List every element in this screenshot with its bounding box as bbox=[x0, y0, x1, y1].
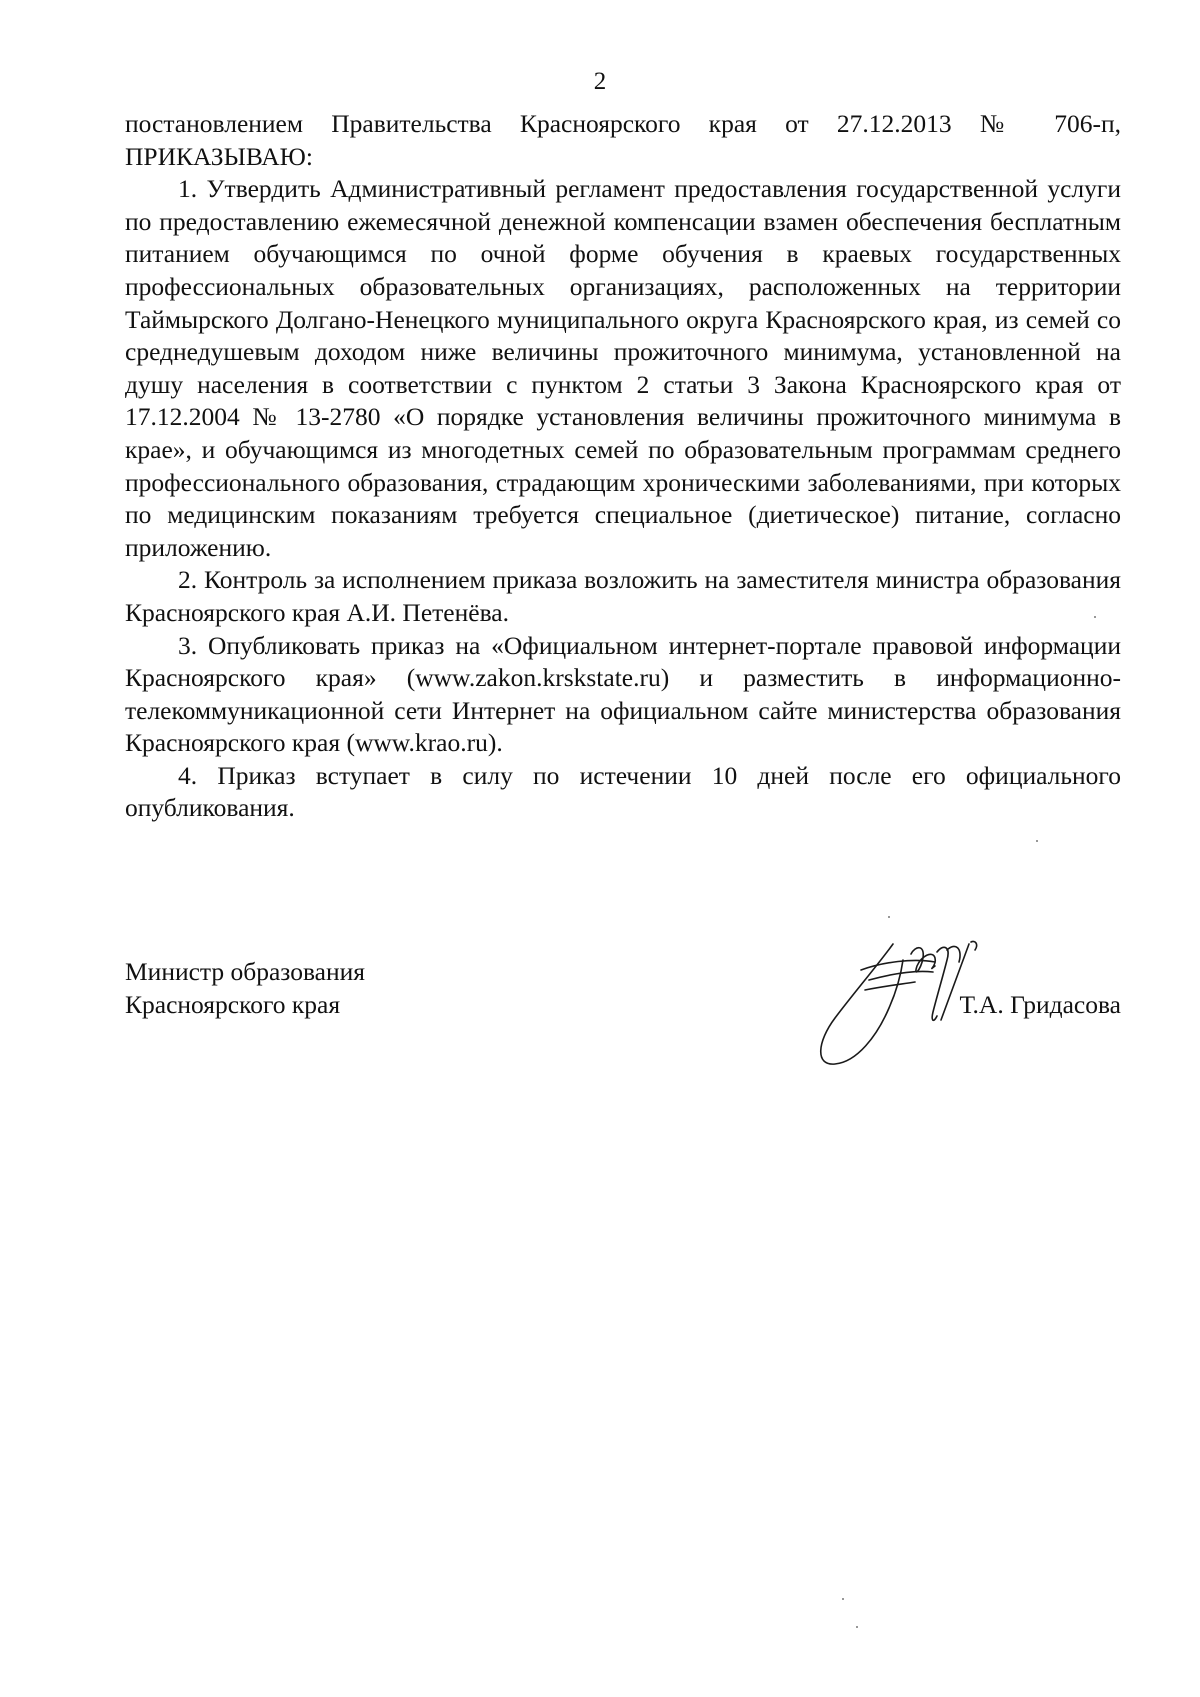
page-number: 2 bbox=[593, 68, 607, 95]
paragraph-item-1: 1. Утвердить Административный регламент предоставления государственной услуги по предоставлению ежемесячной денежной компенсации взамен обеспечения бесплатным питанием обучающимся по очной форме обучения в краевых государственных профессиональных образовательных организациях, расположенных на территории Таймырского Долгано-Ненецкого муниципального округа Красноярского края, из семей со среднедушевым доходом ниже величины прожиточного минимума, установленной на душу населения в соответствии с пунктом 2 статьи 3 Закона Красноярского края от 17.12.2004 № 13-2780 «О порядке установления величины прожиточного минимума в крае», и обучающимся из многодетных семей по образовательным программам среднего профессионального образования, страдающим хроническими заболеваниями, при которых по медицинским показаниям требуется специальное (диетическое) питание, согласно приложению. bbox=[125, 174, 1121, 562]
signer-position-line-2: Красноярского края bbox=[125, 989, 341, 1019]
order-body bbox=[125, 108, 1121, 825]
signer-name: Т.А. Гридасова bbox=[959, 989, 1121, 1019]
paragraph-item-4: 4. Приказ вступает в силу по истечении 10 дней после его официального опубликования. bbox=[125, 760, 1121, 823]
signer-position-line-1: Министр образования bbox=[125, 957, 366, 986]
scan-speck bbox=[1094, 616, 1096, 618]
scan-speck bbox=[888, 916, 890, 918]
signer-position bbox=[125, 956, 545, 1021]
paragraph-item-3: 3. Опубликовать приказ на «Официальном интернет-портале правовой информации Красноярского края» (www.zakon.krskstate.ru) и разместить в информационно-телекоммуникационной сети Интернет на официальном сайте министерства образования Красноярского края (www.krao.ru). bbox=[125, 630, 1121, 758]
signature-block bbox=[125, 956, 1121, 1086]
scan-speck bbox=[856, 1626, 858, 1628]
paragraph-preamble: постановлением Правительства Красноярского края от 27.12.2013 № 706-п, ПРИКАЗЫВАЮ: bbox=[125, 109, 1121, 171]
scan-speck bbox=[1036, 840, 1038, 842]
paragraph-item-2: 2. Контроль за исполнением приказа возложить на заместителя министра образования Красноярского края А.И. Петенёва. bbox=[125, 565, 1121, 627]
scan-speck bbox=[842, 1598, 844, 1600]
